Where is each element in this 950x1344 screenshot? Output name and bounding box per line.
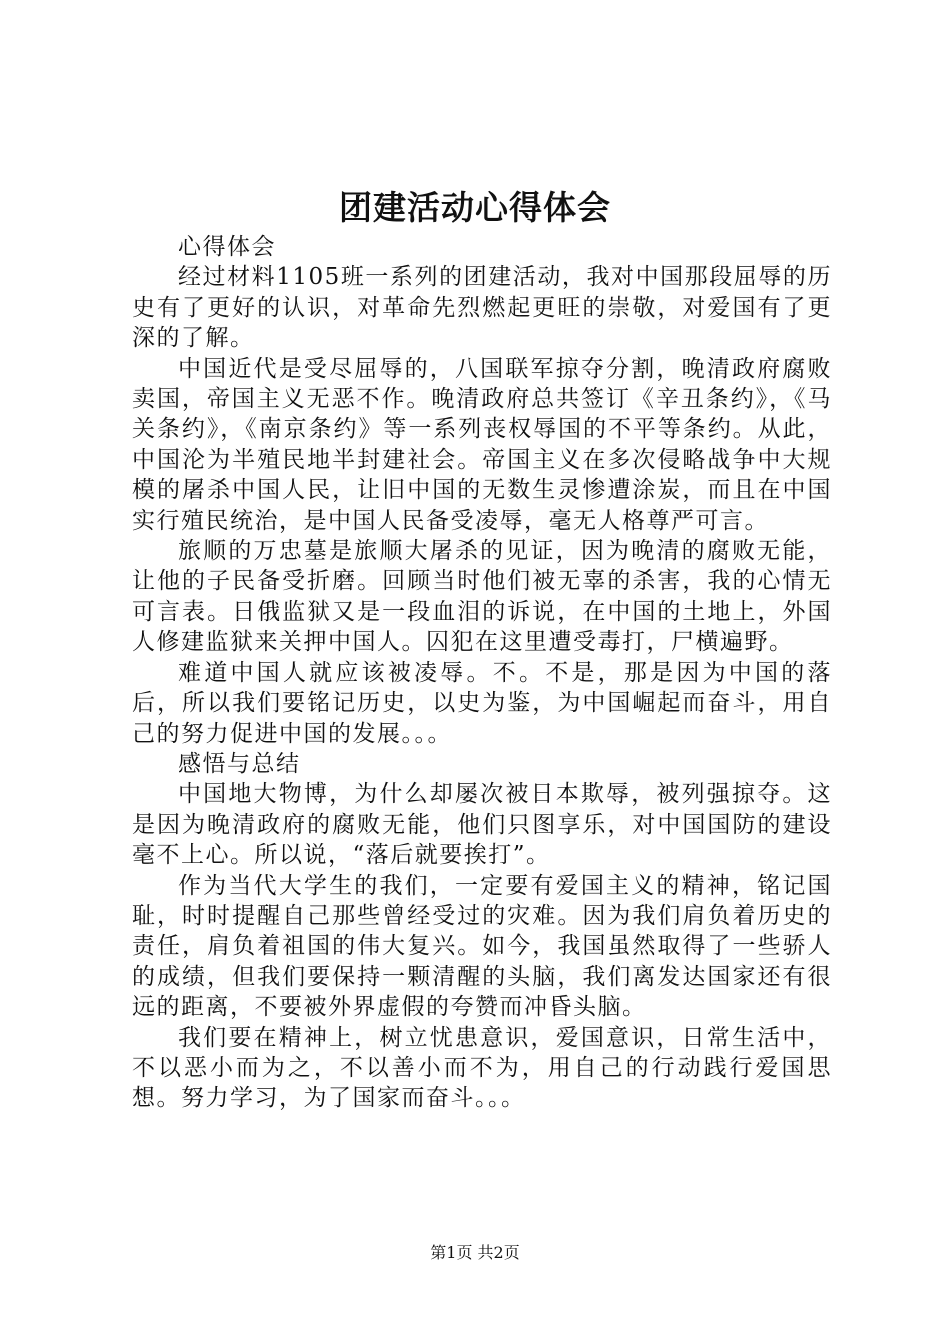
paragraph: 中国近代是受尽屈辱的，八国联军掠夺分割，晚清政府腐败卖国，帝国主义无恶不作。晚清政府总共签订《辛丑条约》，《马关条约》，《南京条约》等一系列丧权辱国的不平等条约。从此，中国沦为半殖民地半封建社会。帝国主义在多次侵略战争中大规模的屠杀中国人民，让旧中国的无数生灵惨遭涂炭，而且在中国实行殖民统治，是中国人民备受凌辱，毫无人格尊严可言。 — [132, 355, 832, 534]
section-heading-summary: 感悟与总结 — [178, 750, 301, 777]
paragraph: 我们要在精神上，树立忧患意识，爱国意识，日常生活中，不以恶小而为之，不以善小而不为，用自己的行动践行爱国思想。努力学习，为了国家而奋斗。。。 — [132, 1024, 832, 1112]
page-footer: 第1页 共2页 — [430, 1243, 520, 1262]
paragraph: 经过材料1105班一系列的团建活动，我对中国那段屈辱的历史有了更好的认识，对革命先烈燃起更旺的崇敬，对爱国有了更深的了解。 — [132, 264, 832, 352]
document-body — [132, 232, 832, 1114]
document-title: 团建活动心得体会 — [339, 188, 611, 227]
section-heading-xinde: 心得体会 — [178, 234, 276, 260]
paragraph: 难道中国人就应该被凌辱。不。不是，那是因为中国的落后，所以我们要铭记历史，以史为鉴，为中国崛起而奋斗，用自己的努力促进中国的发展。。。 — [132, 659, 832, 747]
paragraph: 中国地大物博，为什么却屡次被日本欺辱，被列强掠夺。这是因为晚清政府的腐败无能，他们只图享乐，对中国国防的建设毫不上心。所以说，“落后就要挨打”。 — [132, 781, 832, 869]
paragraph: 作为当代大学生的我们，一定要有爱国主义的精神，铭记国耻，时时提醒自己那些曾经受过的灾难。因为我们肩负着历史的责任，肩负着祖国的伟大复兴。如今，我国虽然取得了一些骄人的成绩，但我们要保持一颗清醒的头脑，我们离发达国家还有很远的距离，不要被外界虚假的夸赞而冲昏头脑。 — [132, 872, 832, 1021]
paragraph: 旅顺的万忠墓是旅顺大屠杀的见证，因为晚清的腐败无能，让他的子民备受折磨。回顾当时他们被无辜的杀害，我的心情无可言表。日俄监狱又是一段血泪的诉说，在中国的土地上，外国人修建监狱来关押中国人。囚犯在这里遭受毒打，尸横遍野。 — [132, 538, 832, 656]
